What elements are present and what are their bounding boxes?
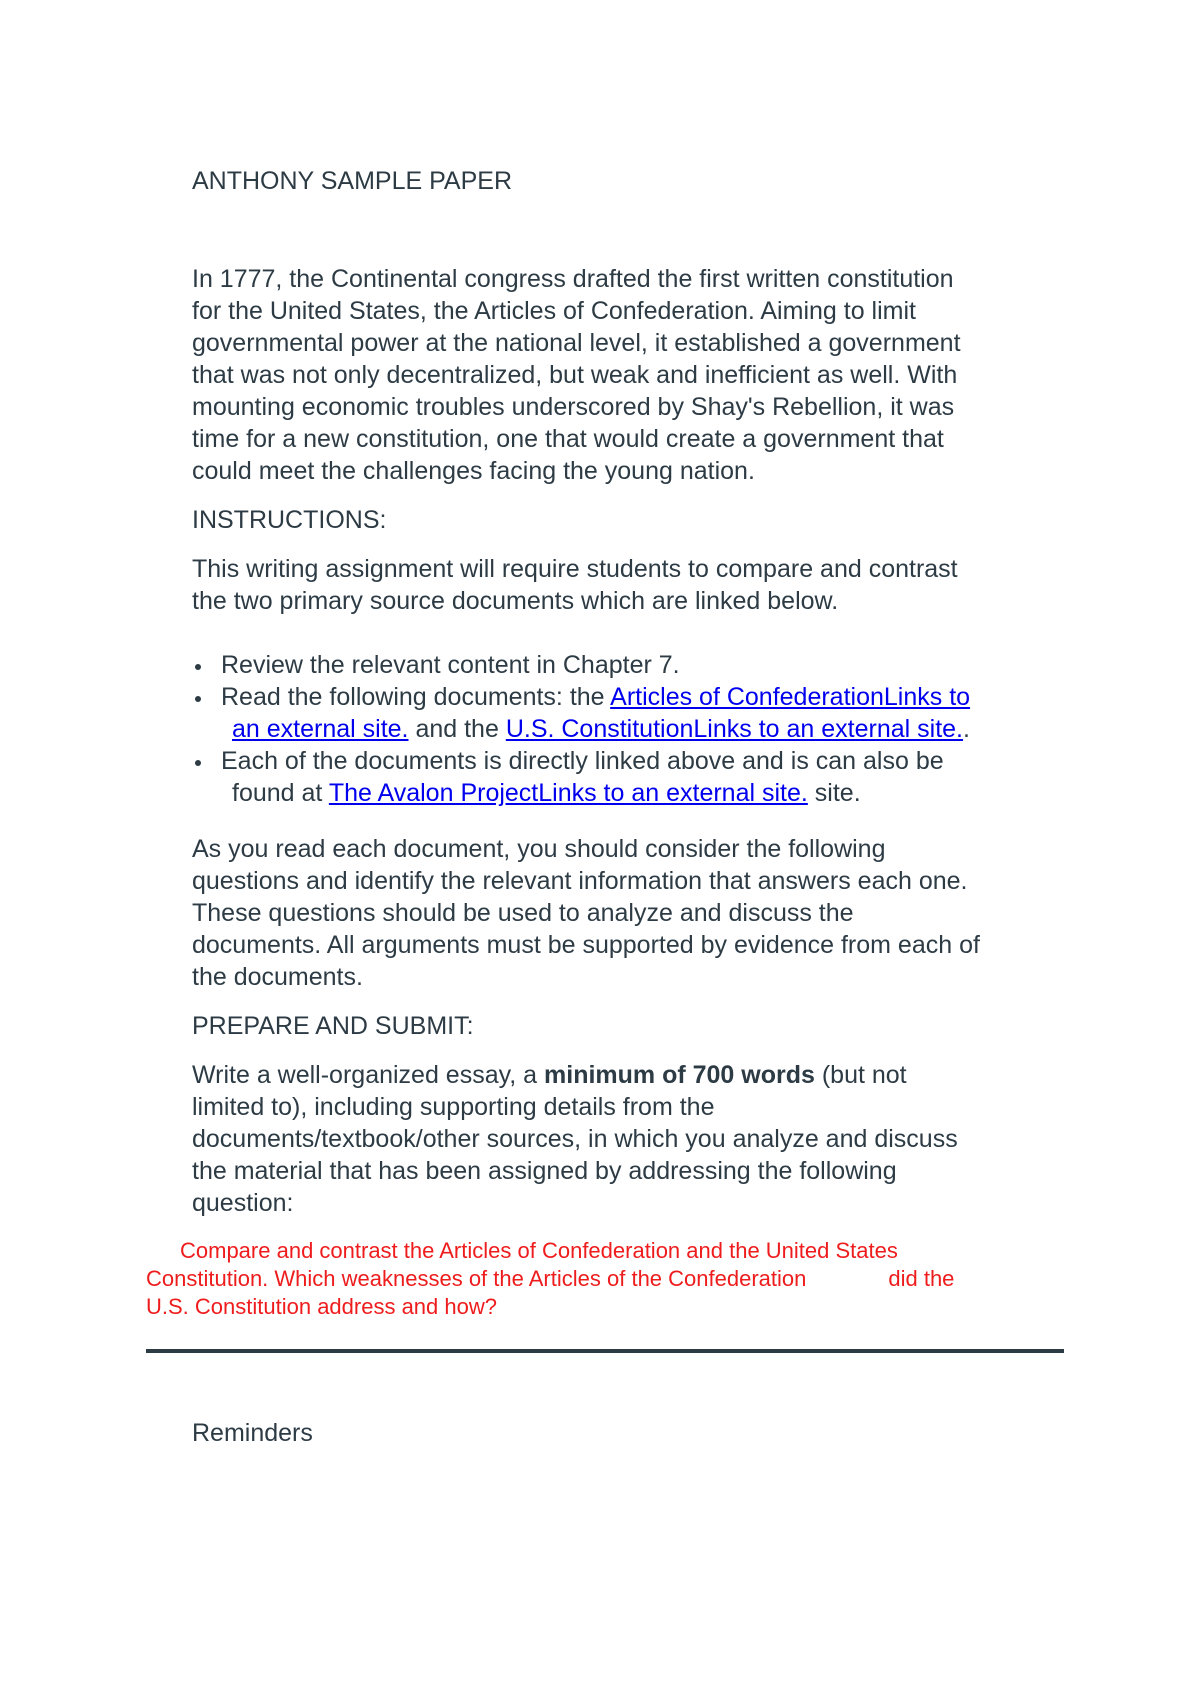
bullet-text: Each of the documents is directly linked above and is can also be <box>221 747 944 775</box>
avalon-project-link[interactable] <box>329 779 808 807</box>
instructions-heading: INSTRUCTIONS: <box>192 506 387 534</box>
bullet-text: site. <box>807 779 861 807</box>
word-count-requirement: minimum of 700 words <box>544 1061 815 1089</box>
bullet-text: . <box>963 715 970 743</box>
bullet-continuation <box>221 777 1072 809</box>
bullet-text: Review the relevant content in Chapter 7. <box>221 651 680 679</box>
articles-of-confederation-link-continued[interactable] <box>232 715 409 743</box>
instructions-line: the two primary source documents which are linked below. <box>192 587 839 615</box>
intro-line: mounting economic troubles underscored by Shay's Rebellion, it was <box>192 393 955 421</box>
bullet-continuation <box>221 713 1072 745</box>
prompt-line: U.S. Constitution address and how? <box>146 1294 497 1319</box>
intro-line: time for a new constitution, one that would create a government that <box>192 425 944 453</box>
prompt-line <box>146 1265 1046 1293</box>
questions-line: These questions should be used to analyze and discuss the <box>192 899 854 927</box>
reminders-heading: Reminders <box>192 1419 313 1447</box>
bullet-text: and the <box>408 715 506 743</box>
link-text: U.S. ConstitutionLinks to an external site. <box>505 715 963 743</box>
questions-line: As you read each document, you should consider the following <box>192 835 886 863</box>
questions-line: documents. All arguments must be supported by evidence from each of <box>192 931 980 959</box>
prepare-line: the material that has been assigned by addressing the following <box>192 1157 897 1185</box>
questions-line: the documents. <box>192 963 363 991</box>
prepare-line: limited to), including supporting details from the <box>192 1093 715 1121</box>
intro-line: could meet the challenges facing the young nation. <box>192 457 755 485</box>
prepare-line <box>192 1059 1072 1091</box>
prepare-line: question: <box>192 1189 294 1217</box>
bullet-item-avalon <box>192 745 1072 809</box>
bullet-text: Read the following documents: the <box>221 683 611 711</box>
link-text: Articles of ConfederationLinks to <box>610 683 971 711</box>
us-constitution-link[interactable] <box>506 715 963 743</box>
bullet-text: found at <box>232 779 329 807</box>
prepare-text: Write a well-organized essay, a <box>192 1061 545 1089</box>
intro-line: that was not only decentralized, but weak and inefficient as well. With <box>192 361 958 389</box>
intro-line: for the United States, the Articles of Confederation. Aiming to limit <box>192 297 916 325</box>
intro-line: governmental power at the national level, it established a government <box>192 329 961 357</box>
questions-paragraph <box>192 833 1072 993</box>
paper-title: ANTHONY SAMPLE PAPER <box>192 167 512 195</box>
prepare-text: (but not <box>814 1061 907 1089</box>
questions-line: questions and identify the relevant information that answers each one. <box>192 867 968 895</box>
prepare-line: documents/textbook/other sources, in which you analyze and discuss <box>192 1125 958 1153</box>
bullet-item-read-documents <box>192 681 1072 745</box>
prompt-text: Constitution. Which weaknesses of the Articles of the Confederation <box>146 1266 807 1291</box>
bullet-item-review <box>192 649 1072 681</box>
prepare-heading: PREPARE AND SUBMIT: <box>192 1012 474 1040</box>
instructions-paragraph <box>192 553 1072 617</box>
link-text: The Avalon ProjectLinks to an external site. <box>328 779 808 807</box>
prompt-line: Compare and contrast the Articles of Confederation and the United States <box>180 1238 898 1263</box>
essay-prompt <box>146 1237 1046 1321</box>
articles-of-confederation-link[interactable] <box>610 683 970 711</box>
intro-line: In 1777, the Continental congress drafted the first written constitution <box>192 265 954 293</box>
intro-paragraph <box>192 263 1072 487</box>
prompt-text: did the <box>888 1266 955 1291</box>
instructions-line: This writing assignment will require students to compare and contrast <box>192 555 958 583</box>
instructions-bullet-list <box>192 649 1072 809</box>
prepare-paragraph <box>192 1059 1072 1219</box>
link-text: an external site. <box>232 715 409 743</box>
section-divider <box>146 1349 1064 1353</box>
